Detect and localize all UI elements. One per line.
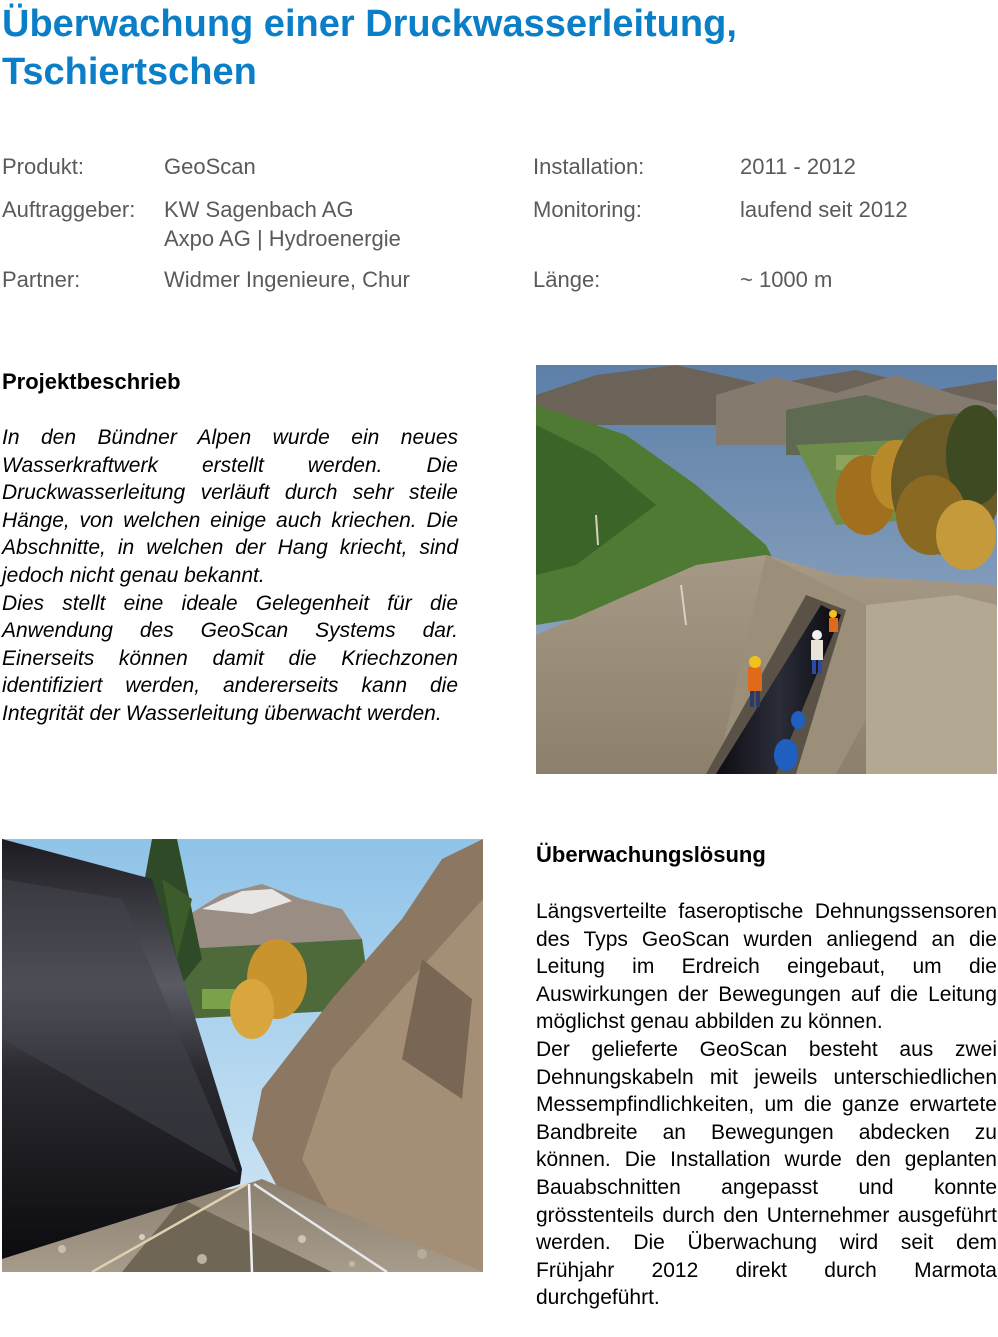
produkt-label: Produkt: [2,154,84,179]
pipe-cable-photo [2,839,483,1272]
page-title [2,0,982,96]
partner-value: Widmer Ingenieure, Chur [164,267,410,292]
auftraggeber-value-1: KW Sagenbach AG [164,197,354,222]
partner-label: Partner: [2,267,81,292]
monitoring-value: laufend seit 2012 [740,197,908,222]
page-title-line-2: Tschiertschen [2,51,257,93]
loesung-heading: Überwachungslösung [536,842,766,867]
laenge-value: ~ 1000 m [740,267,833,292]
projektbeschrieb-paragraph-2: Dies stellt eine ideale Gelegenheit für die Anwendung des GeoScan Systems dar. Einerseits können damit die Kriechzonen identifiziert werden, andererseits kann die Integrität der Wasserleitung überwacht werden. [2,591,458,725]
monitoring-label: Monitoring: [533,197,642,222]
produkt-value: GeoScan [164,154,256,179]
loesung-text [536,898,997,1312]
auftraggeber-label: Auftraggeber: [2,197,136,222]
projektbeschrieb-heading: Projektbeschrieb [2,369,181,394]
projektbeschrieb-paragraph-1: In den Bündner Alpen wurde ein neues Wasserkraftwerk erstellt werden. Die Druckwasserleitung verläuft durch sehr steile Hänge, von welchen einige auch kriechen. Die Abschnitte, in welchen der Hang kriecht, sind jedoch nicht genau bekannt. [2,426,458,587]
laenge-label: Länge: [533,267,601,292]
trench-photo [536,365,997,774]
loesung-paragraph-2: Der gelieferte GeoScan besteht aus zwei Dehnungskabeln mit jeweils unterschiedlichen Messempfindlichkeiten, um die ganze erwartete Bandbreite an Bewegungen abdecken zu können. Die Installation wurde den geplanten Bauabschnitten angepasst und konnte grösstenteils durch den Unternehmer ausgeführt werden. Die Überwachung wird seit dem Frühjahr 2012 direkt durch Marmota durchgeführt. [536,1037,997,1310]
page-title-line-1: Überwachung einer Druckwasserleitung, [2,3,737,45]
installation-value: 2011 - 2012 [740,154,856,179]
auftraggeber-value-2: Axpo AG | Hydroenergie [164,226,401,251]
loesung-paragraph-1: Längsverteilte faseroptische Dehnungssensoren des Typs GeoScan wurden anliegend an die Leitung im Erdreich eingebaut, um die Auswirkungen der Bewegungen auf die Leitung möglichst genau abbilden zu können. [536,900,997,1034]
installation-label: Installation: [533,154,645,179]
projektbeschrieb-text [2,424,458,728]
